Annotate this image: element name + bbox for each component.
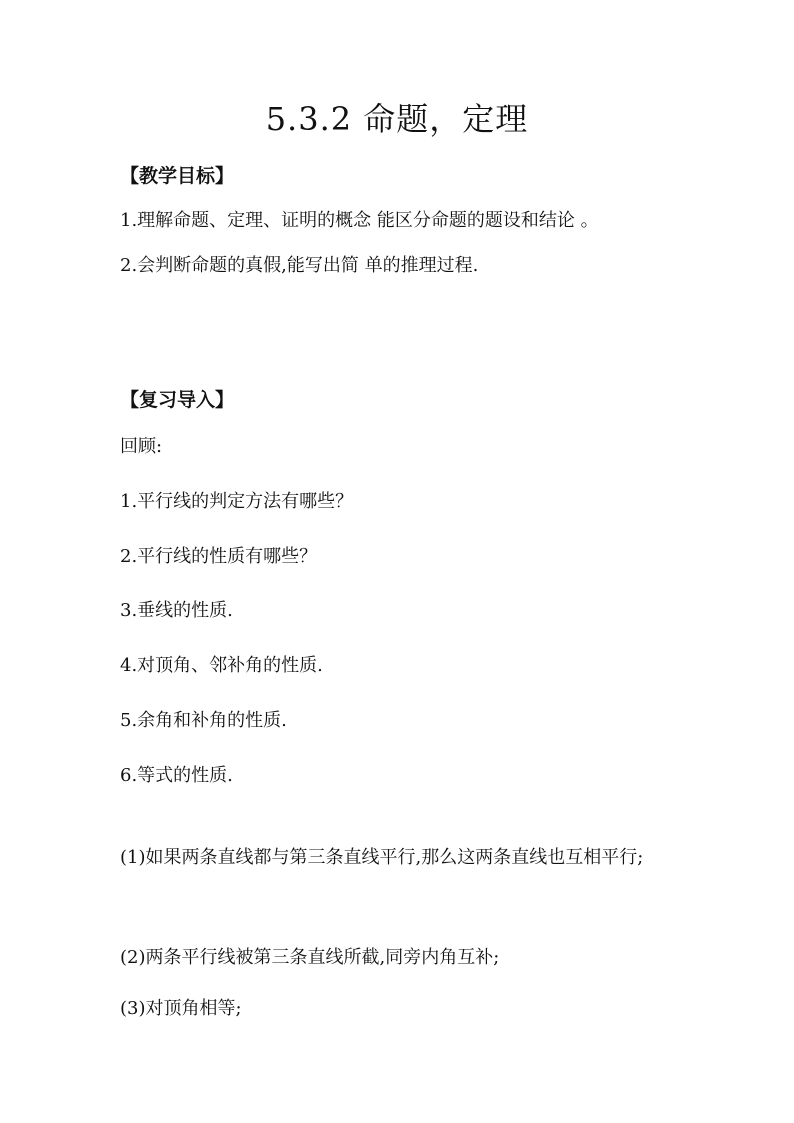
review-question-5: 5.余角和补角的性质. bbox=[120, 710, 287, 731]
objective-item-1: 1.理解命题、定理、证明的概念 能区分命题的题设和结论 。 bbox=[120, 210, 599, 231]
review-intro: 回顾: bbox=[120, 436, 163, 457]
review-heading: 【复习导入】 bbox=[120, 389, 235, 411]
statement-1: (1)如果两条直线都与第三条直线平行,那么这两条直线也互相平行; bbox=[120, 847, 644, 868]
review-question-3: 3.垂线的性质. bbox=[120, 600, 233, 621]
review-question-2: 2.平行线的性质有哪些？ bbox=[120, 546, 318, 567]
review-question-1: 1.平行线的判定方法有哪些？ bbox=[120, 491, 354, 512]
objectives-heading: 【教学目标】 bbox=[120, 165, 235, 187]
review-question-6: 6.等式的性质. bbox=[120, 765, 233, 786]
review-question-4: 4.对顶角、邻补角的性质. bbox=[120, 655, 323, 676]
statement-3: (3)对顶角相等; bbox=[120, 998, 242, 1019]
objective-item-2: 2.会判断命题的真假,能写出简 单的推理过程. bbox=[120, 255, 479, 276]
statement-2: (2)两条平行线被第三条直线所截,同旁内角互补; bbox=[120, 947, 500, 968]
page-title: 5.3.2 命题，定理 bbox=[265, 100, 529, 138]
